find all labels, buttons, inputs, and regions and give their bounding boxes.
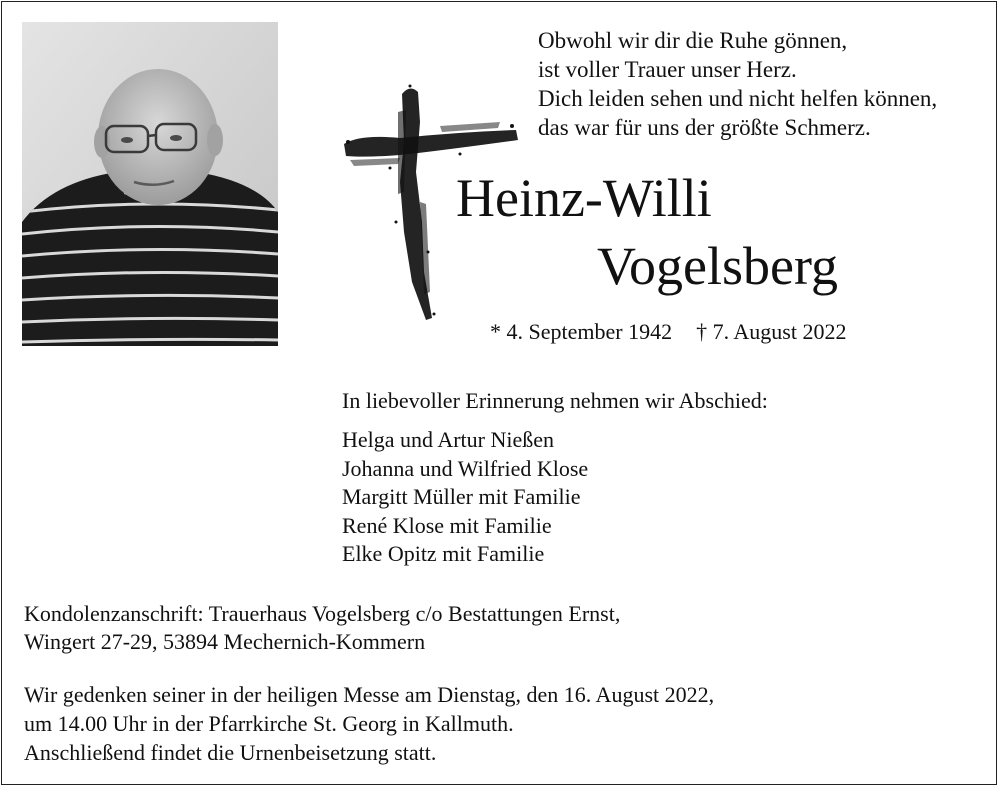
mourner-item: René Klose mit Familie bbox=[342, 512, 552, 538]
service-line: Anschließend findet die Urnenbeisetzung statt. bbox=[24, 740, 437, 765]
service-line: um 14.00 Uhr in der Pfarrkirche St. Georg in Kallmuth. bbox=[24, 711, 514, 736]
address-line: Wingert 27-29, 53894 Mechernich-Kommern bbox=[24, 629, 426, 654]
mourner-item: Margitt Müller mit Familie bbox=[342, 484, 581, 509]
poem-line: das war für uns der größte Schmerz. bbox=[538, 115, 871, 140]
death-date: † 7. August 2022 bbox=[696, 319, 847, 344]
farewell-intro: In liebevoller Erinnerung nehmen wir Abschied: bbox=[342, 388, 768, 413]
mourners-list bbox=[342, 426, 588, 569]
poem-line: ist voller Trauer unser Herz. bbox=[538, 57, 797, 82]
service-notice bbox=[24, 680, 714, 767]
service-line: Wir gedenken seiner in der heiligen Messe am Dienstag, den 16. August 2022, bbox=[24, 682, 715, 707]
deceased-first-name: Heinz-Willi bbox=[456, 168, 712, 228]
poem bbox=[538, 26, 937, 142]
deceased-last-name: Vogelsberg bbox=[597, 236, 838, 296]
birth-date: * 4. September 1942 bbox=[490, 319, 673, 344]
portrait-photo bbox=[22, 22, 278, 346]
condolence-address bbox=[24, 600, 620, 656]
mourner-item: Elke Opitz mit Familie bbox=[342, 541, 545, 566]
life-dates bbox=[490, 318, 846, 346]
poem-line: Dich leiden sehen und nicht helfen können, bbox=[538, 86, 938, 111]
mourner-item: Helga und Artur Nießen bbox=[342, 427, 554, 452]
poem-line: Obwohl wir dir die Ruhe gönnen, bbox=[538, 28, 848, 53]
mourner-item: Johanna und Wilfried Klose bbox=[342, 455, 589, 481]
address-line: Kondolenzanschrift: Trauerhaus Vogelsberg c/o Bestattungen Ernst, bbox=[24, 601, 621, 626]
